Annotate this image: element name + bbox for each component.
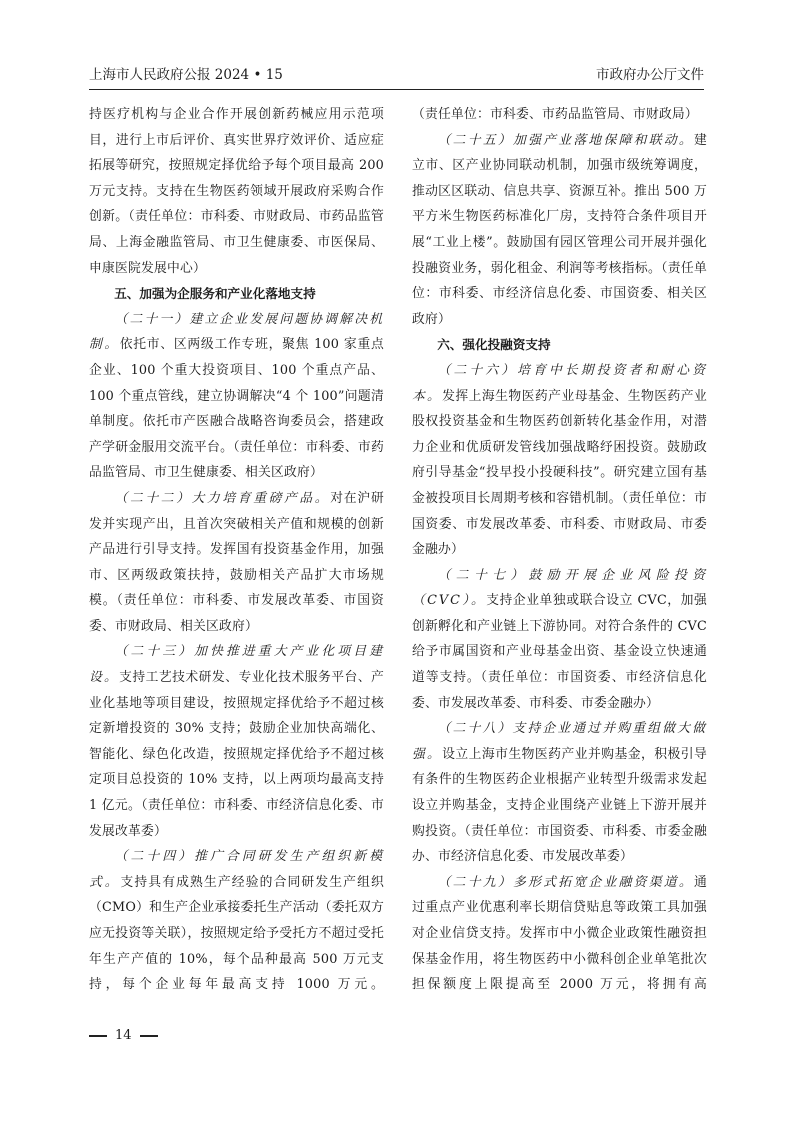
document-category: 市政府办公厅文件 xyxy=(596,67,704,83)
body-columns xyxy=(89,102,707,998)
paragraph-continuation: 持医疗机构与企业合作开展创新药械应用示范项目，进行上市后评价、真实世界疗效评价、适应症拓展等研究，按照规定择优给予每个项目最高 200 万元支持。支持在生物医药领域开展政府采购合作创新。（责任单位：市科委、市财政局、市药品监管局、上海金融监管局、市卫生健康委、市医保局、申康医院发展中心） xyxy=(89,107,384,276)
item-lead: （二十六）培育中长期投资者和耐心资本。 xyxy=(412,362,707,404)
item-lead: （二十八）支持企业通过并购重组做大做强。 xyxy=(412,721,707,762)
item-body: 依托市、区两级工作专班，聚焦 100 家重点企业、100 个重大投资项目、100 个重点产品、100 个重点管线，建立协调解决“4 个 100”问题清单制度。依托市产医融合战略咨询委员会，搭建政产学研金服用交流平台。（责任单位：市科委、市药品监管局、市卫生健康委、相关区政府） xyxy=(89,337,384,481)
item-body: 通过重点产业优惠利率长期信贷贴息等政策工具加强对企业信贷支持。发挥市中小微企业政策性融资担保基金作用，将生物医药中小微科创企业单笔批次担保额度上限提高至 2000 万元，将拥有高 xyxy=(412,874,707,993)
page-footer xyxy=(89,1028,158,1043)
item-body: 支持工艺技术研发、专业化技术服务平台、产业化基地等项目建设，按照规定择优给予不超过核定新增投资的 30% 支持；鼓励企业加快高端化、智能化、绿色化改造，按照规定择优给予不超过核定项目总投资的 10% 支持，以上两项均最高支持 1 亿元。（责任单位：市科委、市经济信息化委、市发展改革委） xyxy=(89,670,385,839)
item-lead: （二十九）多形式拓宽企业融资渠道。 xyxy=(437,874,694,890)
item-lead: （二十三）加快推进重大产业化项目建设。 xyxy=(89,644,384,686)
dash-right xyxy=(140,1035,158,1037)
item-body: 支持具有成熟生产经验的合同研发生产组织（CMO）和生产企业承接委托生产活动（委托双方应无投资等关联），按照规定给予受托方不超过受托年生产产值的 10%，每个品种最高 500 万元支持，每个企业每年最高支持 1000 万元。 xyxy=(89,874,385,993)
policy-item xyxy=(89,486,384,640)
item-body: 发挥上海生物医药产业母基金、生物医药产业股权投资基金和生物医药创新转化基金作用，对潜力企业和优质研发管线加强战略纾困投资。鼓励政府引导基金“投早投小投硬科技”。研究建立国有基金被投项目长周期考核和容错机制。（责任单位：市国资委、市发展改革委、市科委、市财政局、市委金融办） xyxy=(412,388,708,558)
running-header xyxy=(89,64,704,90)
item-lead: （二十七）鼓励开展企业风险投资（CVC）。 xyxy=(412,567,707,609)
policy-item xyxy=(89,639,384,844)
left-column xyxy=(89,102,384,998)
section-heading: 五、加强为企服务和产业化落地支持 xyxy=(114,286,316,302)
item-lead: （二十二）大力培育重磅产品。 xyxy=(114,490,331,506)
policy-item xyxy=(412,716,707,870)
item-body: 建立市、区产业协同联动机制，加强市级统筹调度，推动区区联动、信息共享、资源互补。推出 500 万平方米生物医药标准化厂房，支持符合条件项目开展“工业上楼”。鼓励国有园区管理公司开展并强化投融资业务，弱化租金、利润等考核指标。（责任单位：市科委、市经济信息化委、市国资委、相关区政府） xyxy=(412,132,707,327)
policy-item xyxy=(412,358,707,563)
policy-item xyxy=(412,870,707,998)
item-body: 设立上海市生物医药产业并购基金，积极引导有条件的生物医药企业根据产业转型升级需求发起设立并购基金，支持企业围绕产业链上下游开展并购投资。（责任单位：市国资委、市科委、市委金融办、市经济信息化委、市发展改革委） xyxy=(412,746,708,865)
section-heading: 六、强化投融资支持 xyxy=(437,337,551,353)
page-number: 14 xyxy=(115,1028,132,1043)
item-body: 支持企业单独或联合设立 CVC，加强创新孵化和产业链上下游协同。对符合条件的 CVC 给予市属国资和产业母基金出资、基金设立快速通道等支持。（责任单位：市国资委、市经济信息化委、市发展改革委、市科委、市委金融办） xyxy=(412,593,707,711)
policy-item xyxy=(89,844,384,998)
item-lead: （二十四）推广合同研发生产组织新模式。 xyxy=(89,849,384,890)
item-body: 对在沪研发并实现产出，且首次突破相关产值和规模的创新产品进行引导支持。发挥国有投资基金作用，加强市、区两级政策扶持，鼓励相关产品扩大市场规模。（责任单位：市科委、市发展改革委、市国资委、市财政局、相关区政府） xyxy=(89,490,384,634)
policy-item xyxy=(412,128,707,333)
policy-item xyxy=(89,307,384,486)
right-column xyxy=(412,102,707,998)
dash-left xyxy=(89,1035,107,1037)
item-lead: （二十五）加强产业落地保障和联动。 xyxy=(437,132,694,148)
paragraph-continuation: （责任单位：市科委、市药品监管局、市财政局） xyxy=(412,107,698,122)
publication-title: 上海市人民政府公报 2024 • 15 xyxy=(89,67,283,83)
item-lead: （二十一）建立企业发展问题协调解决机制。 xyxy=(89,311,384,353)
policy-item xyxy=(412,563,707,717)
